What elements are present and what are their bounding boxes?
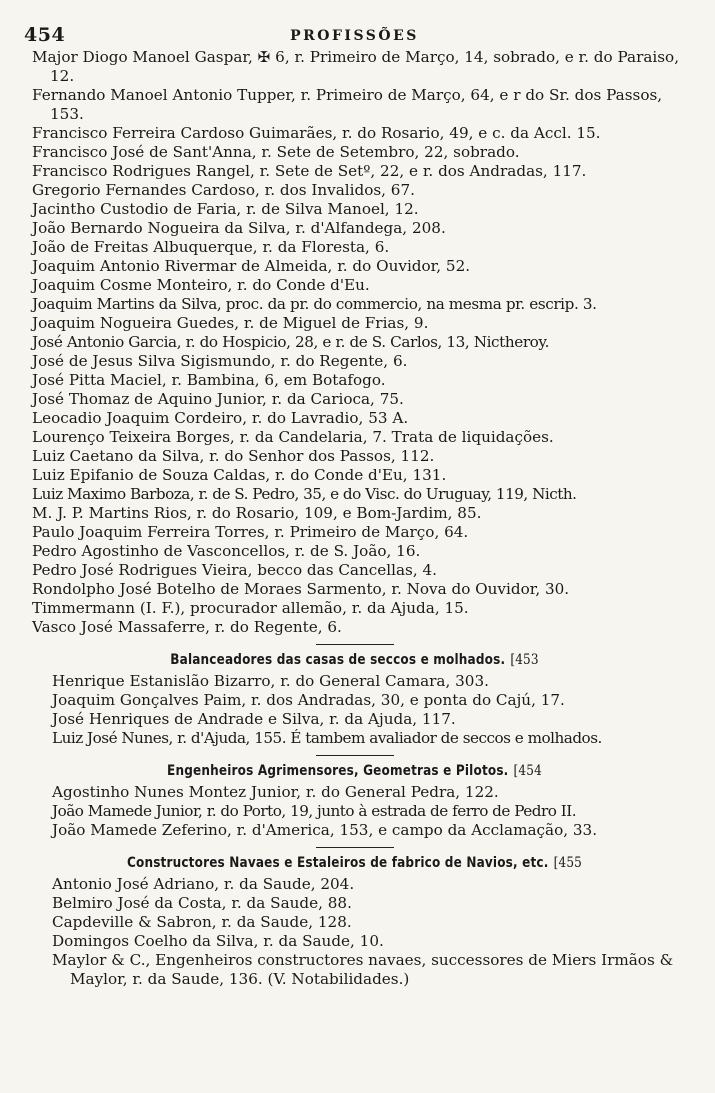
list-item: Joaquim Antonio Rivermar de Almeida, r. do Ouvidor, 52.: [32, 257, 471, 275]
section-title: Engenheiros Agrimensores, Geometras e Pilotos.: [167, 763, 509, 779]
list-item: Joaquim Nogueira Guedes, r. de Miguel de Frias, 9.: [32, 314, 429, 332]
list-item: Henrique Estanislão Bizarro, r. do General Camara, 303.: [52, 672, 489, 690]
page-number: 454: [24, 24, 66, 46]
section-divider: [316, 847, 394, 848]
list-item: José de Jesus Silva Sigismundo, r. do Regente, 6.: [32, 352, 408, 370]
list-item: José Pitta Maciel, r. Bambina, 6, em Botafogo.: [32, 371, 386, 389]
list-item: Lourenço Teixeira Borges, r. da Candelaria, 7. Trata de liquidações.: [32, 428, 554, 446]
list-item: Francisco Ferreira Cardoso Guimarães, r. do Rosario, 49, e c. da Accl. 15.: [32, 124, 601, 142]
list-item: Luiz José Nunes, r. d'Ajuda, 155. É tambem avaliador de seccos e molhados.: [52, 729, 602, 747]
list-item: Francisco José de Sant'Anna, r. Sete de Setembro, 22, sobrado.: [32, 143, 520, 161]
section-heading-engenheiros: [74, 762, 636, 781]
list-item: Capdeville & Sabron, r. da Saude, 128.: [52, 913, 352, 931]
section-code: [454: [513, 763, 542, 779]
list-item: João Mamede Zeferino, r. d'America, 153, e campo da Acclamação, 33.: [52, 821, 598, 839]
list-item: José Thomaz de Aquino Junior, r. da Carioca, 75.: [32, 390, 404, 408]
list-item: Agostinho Nunes Montez Junior, r. do General Pedra, 122.: [52, 783, 499, 801]
list-item: Joaquim Cosme Monteiro, r. do Conde d'Eu.: [32, 276, 370, 294]
list-item: Joaquim Gonçalves Paim, r. dos Andradas, 30, e ponta do Cajú, 17.: [52, 691, 565, 709]
page-header: [24, 22, 685, 48]
list-item: Major Diogo Manoel Gaspar, ✠ 6, r. Primeiro de Março, 14, sobrado, e r. do Paraiso, 12.: [32, 48, 680, 85]
list-item: Antonio José Adriano, r. da Saude, 204.: [52, 875, 355, 893]
list-item: Pedro Agostinho de Vasconcellos, r. de S. João, 16.: [32, 542, 421, 560]
list-item: Belmiro José da Costa, r. da Saude, 88.: [52, 894, 352, 912]
list-item: Luiz Epifanio de Souza Caldas, r. do Conde d'Eu, 131.: [32, 466, 447, 484]
list-item: Luiz Caetano da Silva, r. do Senhor dos Passos, 112.: [32, 447, 435, 465]
list-item: M. J. P. Martins Rios, r. do Rosario, 109, e Bom-Jardim, 85.: [32, 504, 482, 522]
section-heading-constructores: [74, 854, 636, 873]
list-item: Maylor & C., Engenheiros constructores navaes, successores de Miers Irmãos & Maylor, r. da Saude, 136. (V. Notabilidades.): [52, 951, 674, 988]
list-item: Pedro José Rodrigues Vieira, becco das Cancellas, 4.: [32, 561, 437, 579]
list-item: Vasco José Massaferre, r. do Regente, 6.: [32, 618, 342, 636]
list-item: Gregorio Fernandes Cardoso, r. dos Invalidos, 67.: [32, 181, 415, 199]
list-item: Domingos Coelho da Silva, r. da Saude, 10.: [52, 932, 384, 950]
section-heading-balanceadores: [74, 651, 636, 670]
balanceadores-list: [24, 672, 685, 748]
engenheiros-list: [24, 783, 685, 840]
list-item: João de Freitas Albuquerque, r. da Floresta, 6.: [32, 238, 390, 256]
section-title: Balanceadores das casas de seccos e molhados.: [170, 652, 506, 668]
list-item: José Antonio Garcia, r. do Hospicio, 28, e r. de S. Carlos, 13, Nictheroy.: [32, 333, 550, 351]
list-item: João Bernardo Nogueira da Silva, r. d'Alfandega, 208.: [32, 219, 446, 237]
list-item: Leocadio Joaquim Cordeiro, r. do Lavradio, 53 A.: [32, 409, 409, 427]
list-item: Fernando Manoel Antonio Tupper, r. Primeiro de Março, 64, e r do Sr. dos Passos, 153.: [32, 86, 663, 123]
list-item: Rondolpho José Botelho de Moraes Sarmento, r. Nova do Ouvidor, 30.: [32, 580, 570, 598]
list-item: Francisco Rodrigues Rangel, r. Sete de Setº, 22, e r. dos Andradas, 117.: [32, 162, 587, 180]
section-code: [455: [553, 855, 583, 871]
list-item: Jacintho Custodio de Faria, r. de Silva Manoel, 12.: [32, 200, 419, 218]
list-item: Luiz Maximo Barboza, r. de S. Pedro, 35, e do Visc. do Uruguay, 119, Nicth.: [32, 485, 577, 503]
section-divider: [316, 644, 394, 645]
section-code: [453: [510, 652, 539, 668]
list-item: João Mamede Junior, r. do Porto, 19, junto à estrada de ferro de Pedro II.: [52, 802, 577, 820]
constructores-list: [24, 875, 685, 989]
section-divider: [316, 755, 394, 756]
list-item: Timmermann (I. F.), procurador allemão, r. da Ajuda, 15.: [32, 599, 469, 617]
page-title: PROFISSÕES: [290, 28, 419, 44]
section-title: Constructores Navaes e Estaleiros de fabrico de Navios, etc.: [126, 855, 549, 871]
main-entry-list: [24, 48, 685, 637]
list-item: Joaquim Martins da Silva, proc. da pr. do commercio, na mesma pr. escrip. 3.: [32, 295, 597, 313]
list-item: Paulo Joaquim Ferreira Torres, r. Primeiro de Março, 64.: [32, 523, 469, 541]
list-item: José Henriques de Andrade e Silva, r. da Ajuda, 117.: [52, 710, 456, 728]
